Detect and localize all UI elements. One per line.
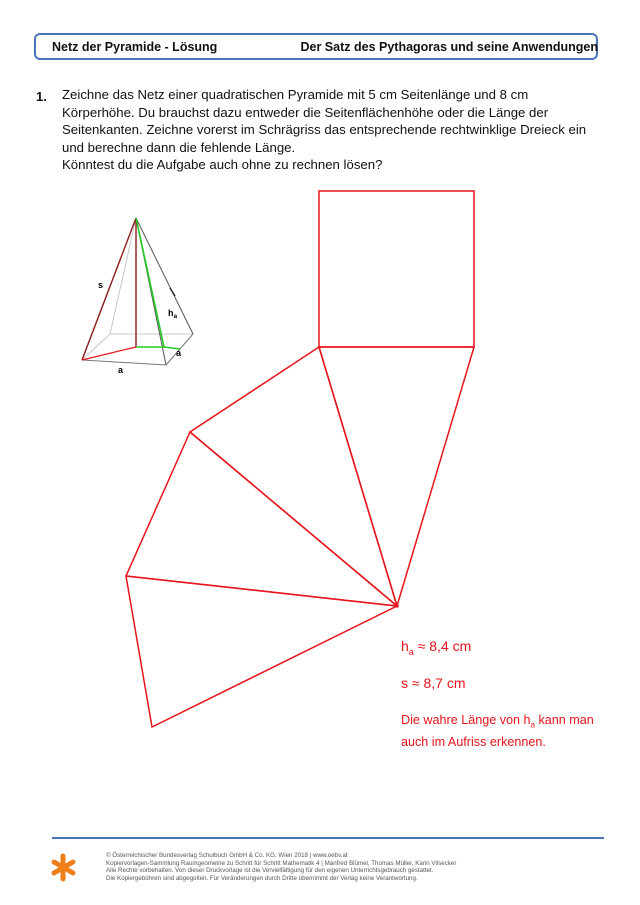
worksheet-title: Netz der Pyramide - Lösung [52,40,218,54]
footer-line-1: © Österreichischer Bundesverlag Schulbuch GmbH & Co. KG, Wien 2018 | www.oebv.at [106,852,348,859]
net-triangle-4 [126,576,397,727]
footer-line-2: Kopiervorlagen-Sammlung Raumgeometrie zu Schritt für Schritt Mathematik 4 | Manfred Blümel, Thomas Müller, Karin Vilsecker [106,859,457,867]
label-a-side: a [176,348,182,358]
label-a-base: a [118,365,124,375]
answer-s: s ≈ 8,7 cm [401,675,466,691]
publisher-logo-icon [50,851,78,885]
net-triangle-2 [190,347,397,606]
task-paragraph-question: Könntest du die Aufgabe auch ohne zu rechnen lösen? [62,157,383,172]
footer-divider [52,837,604,839]
answer-note: Die wahre Länge von $h_a$ kann man auch im Aufriss erkennen. [401,713,594,749]
task-paragraph-instructions: Zeichne das Netz einer quadratischen Pyramide mit 5 cm Seitenlänge und 8 cm Körperhöhe. Du brauchst dazu entweder die Seitenflächenhöhe oder die Länge der Seitenkanten. Zeichne vorerst im Schrägriss das entsprechende rechtwinklige Dreieck ein und berechne dann die fehlende Länge. [62,87,587,155]
net-base-square [319,191,474,347]
net-triangle-1 [319,347,474,606]
pyramid-lateral-edges [82,218,193,365]
answer-ha: $h_a \approx 8,4$ cm [401,638,472,657]
task-number: 1. [36,89,47,104]
chapter-title: Der Satz des Pythagoras und seine Anwendungen [300,40,598,54]
label-h: $h_a$ [168,308,178,320]
footer-line-4: Die Kopiergebühren sind abgegolten. Für Veränderungen durch Dritte übernimmt der Verlag keine Verantwortung. [106,874,418,882]
label-s: s [98,280,104,290]
footer-line-3: Alle Rechte vorbehalten. Von dieser Druckvorlage ist die Vervielfältigung für den eigenen Unterrichtsgebrauch gestattet. [106,867,434,875]
footer-copyright [106,852,586,882]
